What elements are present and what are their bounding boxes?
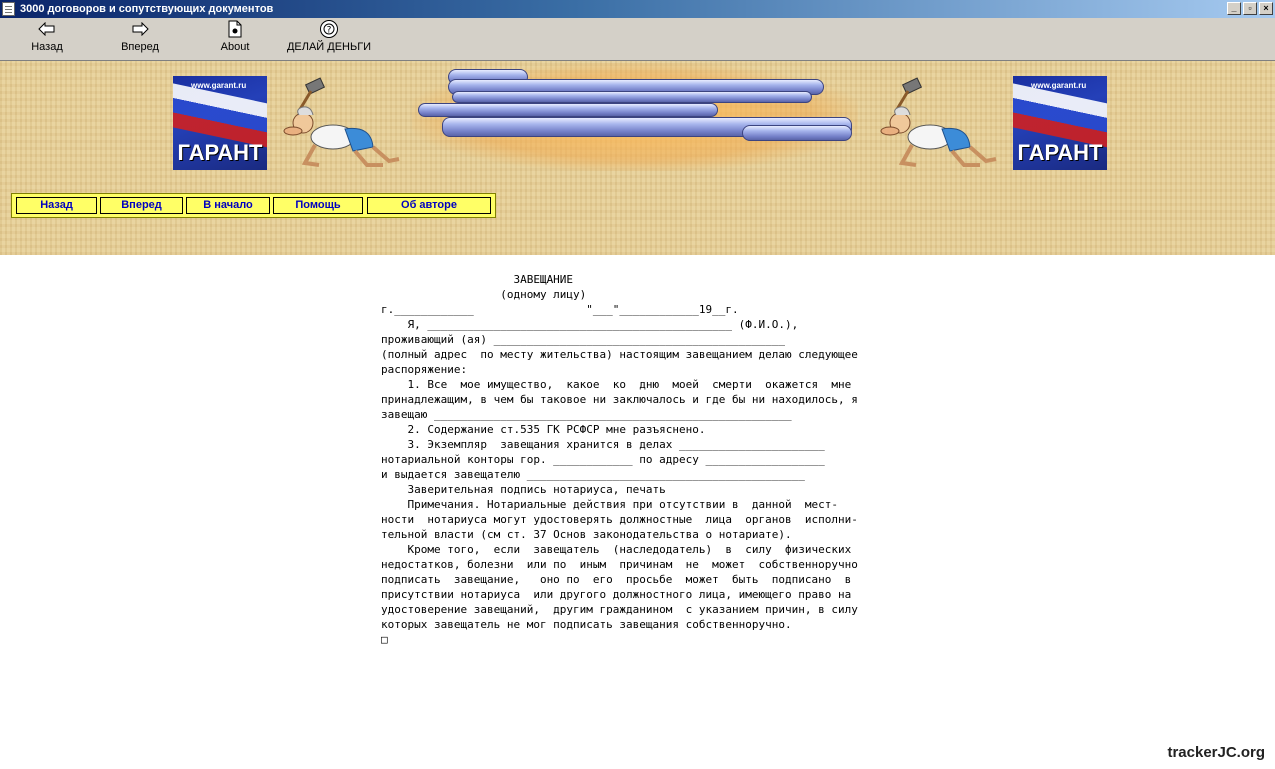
nav-about-author-button[interactable]: Об авторе [367, 197, 491, 214]
garant-name: ГАРАНТ [177, 140, 263, 165]
nav-forward-button[interactable]: Вперед [100, 197, 183, 214]
doc-line: которых завещатель не мог подписать завещания собственноручно. [381, 618, 792, 631]
hammer-worker-icon-right [872, 73, 1002, 169]
nav-help-button[interactable]: Помощь [273, 197, 363, 214]
minimize-button[interactable]: _ [1227, 2, 1241, 15]
doc-line: Я, ______________________________________________ (Ф.И.О.), [381, 318, 799, 331]
restore-button[interactable]: ▫ [1243, 2, 1257, 15]
logo-bar [418, 103, 718, 117]
nav-back-button[interactable]: Назад [16, 197, 97, 214]
doc-line: принадлежащим, в чем бы таковое ни заключалось и где бы ни находилось, я [381, 393, 858, 406]
watermark-text: trackerJC.org [1167, 744, 1265, 761]
garant-url: www.garant.ru [1031, 81, 1087, 90]
doc-line: и выдается завещателю __________________________________________ [381, 468, 805, 481]
doc-line: (одному лицу) [381, 288, 587, 301]
doc-line: 2. Содержание ст.535 ГК РСФСР мне разъяснено. [381, 423, 706, 436]
garant-logo-left[interactable] [173, 76, 267, 170]
hammer-worker-icon-left [275, 73, 405, 169]
doc-line: распоряжение: [381, 363, 468, 376]
doc-line: удостоверение завещаний, другим гражданином с указанием причин, в силу [381, 603, 858, 616]
logo-bar [742, 125, 852, 141]
document-body [381, 272, 901, 647]
doc-line: завещаю ______________________________________________________ [381, 408, 792, 421]
toolbar-make-money-button[interactable] [283, 18, 375, 60]
help-globe-icon [283, 18, 375, 40]
arrow-left-icon [26, 18, 68, 40]
app-icon [2, 2, 15, 16]
window-controls [1227, 2, 1273, 15]
garant-url: www.garant.ru [191, 81, 247, 90]
banner [0, 61, 1275, 255]
garant-name: ГАРАНТ [1017, 140, 1103, 165]
doc-line: недостатков, болезни или по иным причинам не может собственноручно [381, 558, 858, 571]
doc-line: присутствии нотариуса или другого должностного лица, имеющего право на [381, 588, 852, 601]
toolbar-forward-button[interactable] [117, 18, 163, 60]
doc-line: ЗАВЕЩАНИЕ [381, 273, 574, 286]
doc-line: тельной власти (см ст. 37 Основ законодательства о нотариате). [381, 528, 792, 541]
toolbar-about-label: About [220, 41, 250, 53]
svg-text:?: ? [326, 25, 332, 36]
title-bar [0, 0, 1275, 18]
doc-line: ности нотариуса могут удостоверять должностные лица органов исполни- [381, 513, 858, 526]
document-icon [215, 18, 255, 40]
doc-line: г.____________ "___"____________19__г. [381, 303, 739, 316]
nav-home-button[interactable]: В начало [186, 197, 270, 214]
site-logo-art [412, 63, 858, 171]
doc-line: 1. Все мое имущество, какое ко дню моей смерти окажется мне [381, 378, 852, 391]
doc-line: нотариальной конторы гор. ____________ по адресу __________________ [381, 453, 825, 466]
toolbar-about-button[interactable] [215, 18, 255, 60]
nav-button-strip [11, 193, 496, 218]
doc-line: 3. Экземпляр завещания хранится в делах ______________________ [381, 438, 825, 451]
doc-end-marker: □ [381, 633, 388, 646]
doc-line: Кроме того, если завещатель (наследодатель) в силу физических [381, 543, 852, 556]
toolbar-forward-label: Вперед [121, 41, 159, 53]
close-button[interactable]: × [1259, 2, 1273, 15]
logo-bar [452, 91, 812, 103]
garant-logo-right[interactable] [1013, 76, 1107, 170]
arrow-right-icon [117, 18, 163, 40]
window-title: 3000 договоров и сопутствующих документов [20, 3, 274, 15]
doc-line: подписать завещание, оно по его просьбе может быть подписано в [381, 573, 852, 586]
doc-line: Заверительная подпись нотариуса, печать [381, 483, 666, 496]
doc-line: проживающий (ая) ____________________________________________ [381, 333, 785, 346]
toolbar-back-button[interactable] [26, 18, 68, 60]
doc-line: Примечания. Нотариальные действия при отсутствии в данной мест- [381, 498, 838, 511]
toolbar-back-label: Назад [31, 41, 63, 53]
doc-line: (полный адрес по месту жительства) настоящим завещанием делаю следующее [381, 348, 858, 361]
toolbar-make-money-label: ДЕЛАЙ ДЕНЬГИ [286, 41, 372, 53]
toolbar [0, 18, 1275, 61]
